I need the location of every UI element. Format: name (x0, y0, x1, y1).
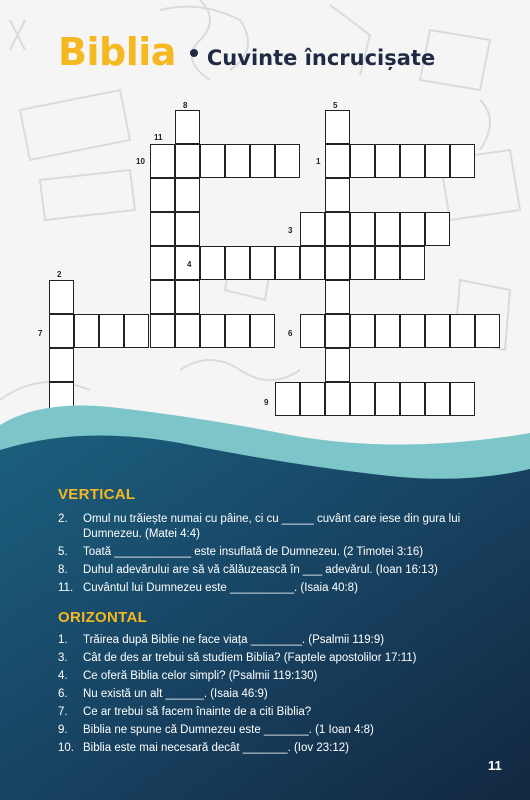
clue-panel-background (0, 395, 530, 800)
crossword-cell[interactable] (275, 246, 300, 280)
crossword-cell[interactable] (400, 144, 425, 178)
crossword-cell[interactable] (150, 314, 175, 348)
clue-item-number: 10. (58, 742, 74, 754)
crossword-cell[interactable] (250, 314, 275, 348)
clue-item-text: Biblia ne spune că Dumnezeu este _______. (1 Ioan 4:8) (83, 724, 374, 736)
clue-number-2: 2 (57, 270, 62, 279)
crossword-cell[interactable] (425, 314, 450, 348)
clue-item-text: Ce oferă Biblia celor simpli? (Psalmii 119:130) (83, 670, 318, 682)
clue-item-text: Trăirea după Biblie ne face viața ________. (Psalmii 119:9) (83, 634, 385, 646)
clue-item-number: 8. (58, 564, 68, 576)
clue-item (58, 633, 498, 648)
clue-item (58, 723, 498, 738)
crossword-cell[interactable] (175, 280, 200, 314)
crossword-cell[interactable] (150, 212, 175, 246)
clue-item-number: 5. (58, 546, 68, 558)
crossword-cell[interactable] (325, 280, 350, 314)
crossword-cell[interactable] (150, 178, 175, 212)
crossword-cell[interactable] (375, 144, 400, 178)
clue-item-number: 1. (58, 634, 68, 646)
clue-item-text: Ce ar trebui să facem înainte de a citi Biblia? (83, 706, 312, 718)
crossword-cell[interactable] (425, 212, 450, 246)
clue-item-text: Toată ____________ este insuflată de Dumnezeu. (2 Timotei 3:16) (83, 546, 424, 558)
crossword-cell[interactable] (325, 348, 350, 382)
crossword-cell[interactable] (300, 246, 325, 280)
page-title: Biblia (58, 30, 176, 74)
crossword-cell[interactable] (49, 280, 74, 314)
crossword-cell[interactable] (300, 314, 325, 348)
clue-item-text: Cuvântul lui Dumnezeu este __________. (Isaia 40:8) (83, 582, 358, 594)
crossword-cell[interactable] (49, 348, 74, 382)
clue-number-10: 10 (136, 157, 145, 166)
crossword-cell[interactable] (250, 246, 275, 280)
clue-item-number: 11. (58, 582, 74, 594)
crossword-cell[interactable] (400, 314, 425, 348)
clue-number-8: 8 (183, 101, 188, 110)
crossword-cell[interactable] (450, 144, 475, 178)
crossword-cell[interactable] (325, 110, 350, 144)
crossword-cell[interactable] (325, 246, 350, 280)
clue-item (58, 705, 498, 720)
clue-number-9: 9 (264, 398, 269, 407)
crossword-cell[interactable] (99, 314, 124, 348)
clue-item-number: 6. (58, 688, 68, 700)
crossword-cell[interactable] (200, 314, 225, 348)
crossword-cell[interactable] (275, 144, 300, 178)
crossword-cell[interactable] (175, 314, 200, 348)
page-subtitle: Cuvinte încrucișate (206, 46, 436, 70)
crossword-cell[interactable] (225, 246, 250, 280)
crossword-cell[interactable] (350, 314, 375, 348)
crossword-cell[interactable] (200, 246, 225, 280)
clue-item (58, 581, 498, 596)
crossword-cell[interactable] (150, 280, 175, 314)
clue-item (58, 687, 498, 702)
crossword-cell[interactable] (425, 144, 450, 178)
crossword-cell[interactable] (450, 314, 475, 348)
crossword-cell[interactable] (225, 144, 250, 178)
clue-number-11: 11 (154, 133, 163, 142)
crossword-cell[interactable] (250, 144, 275, 178)
crossword-cell[interactable] (175, 110, 200, 144)
clue-item-number: 7. (58, 706, 68, 718)
horizontal-heading: ORIZONTAL (58, 609, 148, 626)
clue-item-number: 3. (58, 652, 68, 664)
crossword-cell[interactable] (325, 144, 350, 178)
crossword-cell[interactable] (350, 246, 375, 280)
vertical-heading: VERTICAL (58, 486, 136, 503)
crossword-cell[interactable] (175, 178, 200, 212)
clue-item-number: 4. (58, 670, 68, 682)
crossword-cell[interactable] (475, 314, 500, 348)
crossword-cell[interactable] (325, 212, 350, 246)
crossword-cell[interactable] (400, 246, 425, 280)
clue-item (58, 545, 498, 560)
crossword-cell[interactable] (300, 212, 325, 246)
crossword-cell[interactable] (325, 178, 350, 212)
crossword-cell[interactable] (200, 144, 225, 178)
crossword-cell[interactable] (375, 314, 400, 348)
crossword-cell[interactable] (375, 212, 400, 246)
crossword-cell[interactable] (175, 212, 200, 246)
clue-item-text: Nu există un alt ______. (Isaia 46:9) (83, 688, 268, 700)
clue-item-text: Duhul adevărului are să vă călăuzească în ___ adevărul. (Ioan 16:13) (83, 564, 438, 576)
clue-item-text: Omul nu trăiește numai cu pâine, ci cu _____ cuvânt care iese din gura lui Dumnezeu. (Matei 4:4) (83, 513, 461, 540)
clue-number-7: 7 (38, 329, 43, 338)
crossword-cell[interactable] (74, 314, 99, 348)
clue-number-6: 6 (288, 329, 293, 338)
clue-item-text: Biblia este mai necesară decât _______. (Iov 23:12) (83, 742, 349, 754)
clue-item-text: Cât de des ar trebui să studiem Biblia? (Faptele apostolilor 17:11) (83, 652, 417, 664)
clue-number-3: 3 (288, 226, 293, 235)
crossword-cell[interactable] (124, 314, 149, 348)
crossword-cell[interactable] (375, 246, 400, 280)
crossword-cell[interactable] (49, 314, 74, 348)
clue-item (58, 651, 498, 666)
clue-item (58, 512, 498, 542)
clue-item (58, 563, 498, 578)
clue-number-5: 5 (333, 101, 338, 110)
clue-item (58, 669, 498, 684)
clue-item-number: 2. (58, 513, 68, 525)
clue-number-4: 4 (187, 260, 192, 269)
clue-item-number: 9. (58, 724, 68, 736)
crossword-cell[interactable] (150, 246, 175, 280)
crossword-cell[interactable] (400, 212, 425, 246)
crossword-cell[interactable] (350, 144, 375, 178)
crossword-cell[interactable] (225, 314, 250, 348)
page-number: 11 (488, 758, 502, 773)
crossword-cell[interactable] (150, 144, 175, 178)
crossword-cell[interactable] (175, 144, 200, 178)
crossword-cell[interactable] (350, 212, 375, 246)
crossword-cell[interactable] (325, 314, 350, 348)
clue-number-1: 1 (316, 157, 321, 166)
clue-item (58, 741, 498, 756)
